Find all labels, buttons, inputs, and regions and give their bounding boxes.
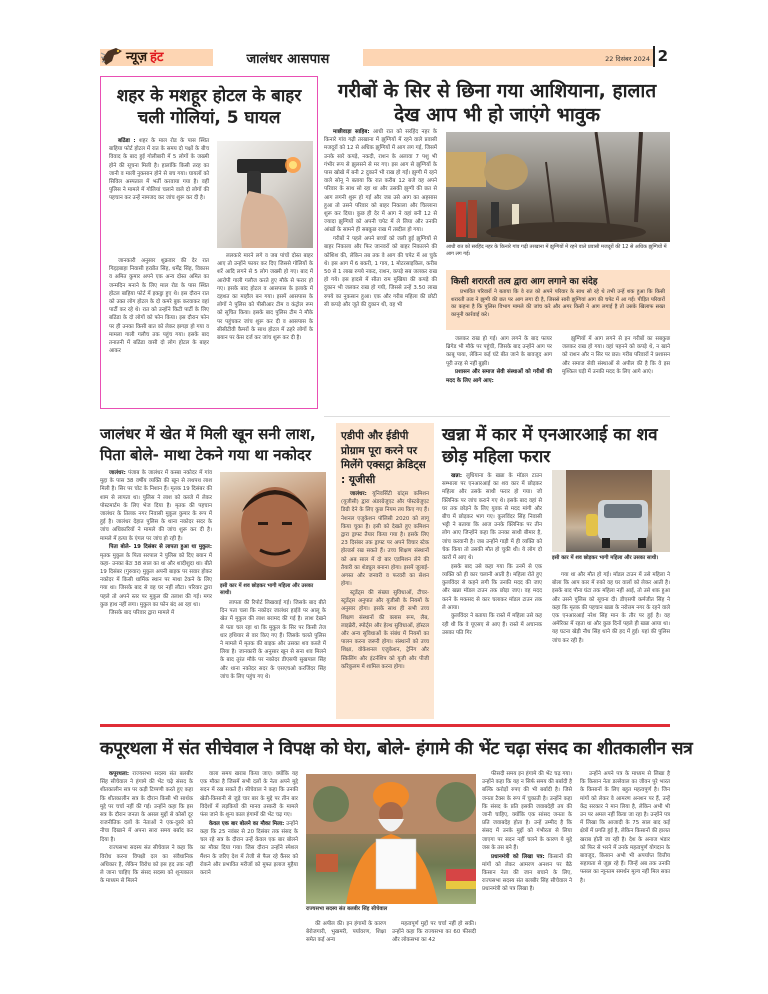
photo-caption: आधी रात को सरहिंद नहर के किनारे गांव गढ़ी तरखाना में झुग्गियों में रहने वाले प्रवासी मजदूरों की 12 से अधिक झुग्गियों में आग लग गई। xyxy=(446,244,667,257)
eagle-logo-icon xyxy=(100,45,124,67)
story-column: माछीवाड़ा साहिब: आधी रात को सरहिंद नहर के किनारे गांव गढ़ी तरखाना में झुग्गियों में रहने वाले प्रवासी मजदूरों को 12 से अधिक झुग्गियों में आग लग गई, जिसमें उनके सारे कपड़े, नकदी, राशन के अलावा 7 पशु भी गंभीर रूप से झुलसने से मर गए। इस आग से झुग्गियों के पास खोखे में बनी 2 दुकानें भी राख हो गईं। झुग्गी में रहने वाले सोनू ने बताया कि रात करीब 12 बजे वह अपने परिवार के साथ सो रहा था और उसकी झुग्गी की छत से आग लगनी शुरू हो गई और जब उसे आग का अहसास हुआ तो उसने परिवार को बाहर निकाला और चिल्लाना शुरू कर दिया। कुछ ही देर में आग ने वहां बनी 12 से ज्यादा झुग्गियों को अपनी चपेट में ले लिया और उनकी आंखों के सामने ही सबकुछ राख में तब्दील हो गया। गरीबों ने पहले अपने बच्चों को जली हुई झुग्गियों से बाहर निकाला और फिर जानवरों को बाहर निकालने की कोशिश की, लेकिन तब तक वे आग की चपेट में आ चुके थे। इस आग में 6 बकरी, 1 गाय, 1 मोटरसाइकिल, करीब 50 से 1 लाख रुपये नकद, राशन, कपड़े सब जलकर राख हो गये। इस हादसे में सीता राम मुखिया की कपड़े की दुकान भी जलकर राख हो गयी, जिससे उन्हें 3.50 लाख रुपये का नुकसान हुआ। एक और गरीब महिला की छोटी सी कपड़े और जूते की दुकान थी, वह भी xyxy=(324,129,437,308)
story-headline[interactable]: शहर के मशहूर होटल के बाहर चली गोलियां, 5 घायल xyxy=(116,86,302,128)
story-column: जालंधर: यूनिवर्सिटी ग्रांट्स कमिशन (यूजीसी) द्वारा अंडरग्रेजुएट और पोस्टग्रेजुएट डिग्री देने के लिए कुछ नियम तय किए गए हैं। नेशनल एजुकेशन पॉलिसी 2020 को लागू किया चुका है। इसी को देखते हुए कमिशन द्वारा ड्राफ्ट तैयार किया गया है। इसके लिए 23 दिसंबर तक ड्राफ्ट पर अपने विचार स्टेक होल्डर्स रख सकते हैं। उच्च शिक्षण संस्थानों को अब साल में दो बार एडमिशन लेने की तैयारी का शेड्यूल बनाना होगा। इसमें जुलाई- अगस्त और जनवरी व फरवरी का सेशन होगा। स्टूडेंट्स की संख्या सुविधाओं, टीचर-स्टूडेंट्स अनुपात और यूजीसी के नियमों के अनुसार होगा। इसके साथ ही सभी उच्च शिक्षण संस्थानों की क्लास रूम, लैब, लाइब्रेरी, स्पोर्ट्स और हेल्थ सुविधाओं, हॉस्टल और अन्य सुविधाओं के संबंध में नियमों का पालन करना जरूरी होगा। संस्थानों को उच्च शिक्षा, वोकेशनल एजुकेशन, ट्रेनिंग और स्किलिंग और इंटर्नशिप को यूजी और पीजी करिकुलम में शामिल करना होगा। xyxy=(341,491,429,670)
story-column: गया था और मौत हो गई। मॉडल टाउन में उसे महिला ने बोला कि आप कार में रुको वह घर वालों को लेकर आती है। इसके बाद पौना घंटा तक महिला नहीं आई, तो उसे शक हुआ और उसने पुलिस को सूचना दी। डीएसपी कर्मजीत सिंह ने कहा कि मृतक की पहचान खन्ना के नरोत्तम नगर के रहने वाले एक एनआरआई नरेश सिंह मान के तौर पर हुई है। वह अमेरिका में रहता था और कुछ दिनों पहले ही खन्ना आया था। यह घटना खेड़ी नौध सिंह थाने की हद में हुई। यहां की पुलिस जांच कर रही है। xyxy=(552,572,670,644)
story-column: झुग्गियों में आग लगने से इन गरीबों का सबकुछ जलकर राख हो गया। वहां पहनने को कपड़े थे, न खाने को राशन और न सिर पर छत। गरीब परिवारों ने प्रशासन और समाज सेवी संस्थाओं से अपील की है कि वे इस मुश्किल घड़ी में उनकी मदद के लिए आगे आएं। xyxy=(562,336,670,375)
burnt-huts-photo xyxy=(446,132,670,242)
photo-caption: राज्यसभा सदस्य संत बलबीर सिंह सीचेवाल xyxy=(306,906,388,912)
dateline: जालंधर: xyxy=(109,470,126,476)
page-number: 2 xyxy=(653,46,668,67)
story-column: लापता की रिपोर्ट लिखवाई गई। जिसके बाद बीते दिन पता चला कि नकोदर जालंधर हाईवे पर आलू के खेत में मुकुल की लाश बरामद की गई है। लाश देखने से पता चल रहा था कि मुकुल के सिर पर किसी तेज धार हथियार से वार किए गए हैं। जिसके चलते पुलिस ने मामले में मृतक की बाइक और उसका शव कब्जे में लिया है। जानकारी के अनुसार खून से सना शव मिलने के बाद तुरंत मौके पर नकोदर डीएसपी सुखपाल सिंह और थाना नकोदर सदर के एसएचओ करजिंदर सिंह जांच के लिए पहुंच गए थे। xyxy=(220,600,326,680)
story-column: वाला समय खराब किया जाए। क्योंकि यह एक मौका है जिसमें सभी दलों के नेता अपने मुद्दे सदन में रख सकते हैं। सीचेवाल ने कहा कि उनकी खेती-किसानी से जुड़े चार बार के मुद्दे पर तीन बार विदेशों में लड़कियों की मानव तस्करी के मामले फंस जाने के शून्य काल हंगामों की भेंट चढ़ गए। केवल एक बार बोलने का मौका मिला: उन्होंने कहा कि 25 नवंबर से 20 दिसंबर तक संसद के चल रहे सत्र के दौरान उन्हें केवल एक बार बोलने का मौका दिया गया। जिस दौरान उन्होंने स्पेशल मैंशन के जरिए देश में तेजी से फैल रहे कैंसर को रोकने और प्रभावित मरीजों को मुफ्त इलाज मुहैया कराने xyxy=(200,771,298,876)
masthead xyxy=(100,44,670,68)
newspaper-logo[interactable] xyxy=(100,44,164,68)
issue-date: 22 दिसंबर 2024 xyxy=(605,55,650,63)
section-divider xyxy=(100,724,670,727)
newspaper-page xyxy=(100,44,693,974)
photo-caption: इसी कार में शव छोड़कर भागी महिला और उसका साथी। xyxy=(220,583,314,596)
dateline: कपूरथला: xyxy=(109,771,130,777)
story-column: बठिंडा : शहर के माल रोड के पास स्थित बाहिया फोर्ट होटल में रात के समय दो पक्षों के बीच विवाद के बाद हुई गोलीबारी में 5 लोगों के जख्मी होने की सूचना मिली है। हालांकि किसी तरह का जानी व माली नुकसान होने से बच गया। घायलों को सिविल अस्पताल में भर्ती करवाया गया है। वहीं पुलिस ने मामले में गोलियां चलाने वाले दो लोगों की पहचान कर उन्हें नामजद कर जांच शुरू कर दी है। xyxy=(109,138,210,202)
story-column: महत्वपूर्ण मुद्दों पर चर्चा नहीं हो सकी। उन्होंने कहा कि राज्यसभा का 60 फीसदी और लोकसभा का 42 xyxy=(392,921,476,944)
photo-caption: इसी कार में शव छोड़कर भागी महिला और उसका साथी। xyxy=(552,555,659,561)
story-column: खन्ना: लुधियाना के खन्ना के मॉडल टाउन सम्भाला पर एनआरआई का शव कार में छोड़कर महिला और उसके साथी फरार हो गया। जो क्लिनिक पर जांच कराने गए थे। इसके बाद वहां से घर तक छोड़ने के लिए युवक से मदद मांगी और बीच में छोड़कर भाग गए। कुलविंदर सिंह निवासी भट्टी ने बताया कि आज उनके क्लिनिक पर तीन लोग आए जिन्होंने कहा कि उनका साथी बीमार है, जांच करवानी है। जब उन्होंने गाड़ी में ही व्यक्ति को चेक किया तो उसकी मौत हो चुकी थी। ये लोग दो कारों में आए थे। इसके बाद उसे कहा गया कि उनमें से एक व्यक्ति को ही कार चलानी आती है। महिला रोते हुए कुलविंदर से कहने लगी कि उनकी मदद की जाए और खन्ना मॉडल टाउन तक छोड़ा जाए। वह मदद करने के मकसद से कार चलाकर मॉडल टाउन तक ले आया। कुलविंदर ने बताया कि रास्ते में महिला उसे कह रही थी कि वे यूएसए से आए हैं। रास्ते में अचानक उसका पति गिर xyxy=(442,473,542,636)
story-column: कपूरथला: राज्यसभा सदस्य संत बलबीर सिंह सीचेवाल ने हंगामे की भेंट चढ़े संसद के शीतकालीन सत्र पर कड़ी टिप्पणी करते हुए कहा कि शीतकालीन सत्र के दौरान किसी भी सार्थक मुद्दे पर चर्चा नहीं की गई। उन्होंने कहा कि इस सत्र के दौरान जनता के असल मुद्दों से कोसों दूर राजनीतिक दलों के नेताओं ने एक-दूसरे को नीचा दिखाने में अपना सारा समय बर्बाद कर दिया है। राज्यसभा सदस्य संत सीचेवाल ने कहा कि विरोध करना विपक्षी दल का संवैधानिक अधिकार है, लेकिन विरोध को इस हद तक नहीं ले जाना चाहिए कि संसद सदस्य को शून्यकाल के माध्यम से मिलने xyxy=(100,771,193,885)
story-headline[interactable]: एडीपी और ईडीपी प्रोग्राम पूरा करने पर मिलेंगे एक्सट्रा क्रेडिट्स : यूजीसी xyxy=(341,430,426,486)
subhead: पिता बोले- 19 दिसंबर से लापता हुआ था मुकुल: xyxy=(109,544,212,551)
dateline: बठिंडा : xyxy=(118,138,136,144)
story-column: जानकारी अनुसार शुक्रवार की देर रात गिद्दड़बाहा निवासी हरप्रीत सिंह, धर्मेंद्र सिंह, विकास व अमित कुमार अपने एक अन्य दोस्त अमित का जन्मदिन मनाने के लिए माल रोड के पास स्थित होटल बाहिया फोर्ट में इकट्ठा हुए थे। इस दौरान रात को उक्त लोग होटल के दो कमरे बुक करवाकर वहां पार्टी कर रहे थे। रात को उन्होंने किटी पार्टी के लिए बठिंडा के दो लोगों को फोन किया। इस दौरान फोन पर ही उनका किसी बात को लेकर झगड़ा हो गया व मामला गाली गलौच तक पहुंच गया। इसके बाद तनातनी में बठिंडा वासी दो लोग होटल के बाहर आकर xyxy=(109,258,209,355)
victim-portrait-photo xyxy=(220,472,326,580)
box-heading: किसी शरारती तत्व द्वारा आग लगाने का संदेह xyxy=(451,277,598,287)
dateline: माछीवाड़ा साहिब: xyxy=(333,129,370,135)
story-headline[interactable]: खन्ना में कार में एनआरआई का शव छोड़ महिला फरार xyxy=(442,425,658,467)
story-column: उन्होंने अपने पत्र के माध्यम से लिखा है कि किसान नेता डल्लेवाल का जीवन पूरे भारत के किसानों के लिए बहुत महत्वपूर्ण है। जिन मांगों को लेकर वे आमरण अनशन पर हैं, उन्हें केंद्र सरकार ने मान लिया है, लेकिन अभी भी उन पर अमल नहीं किया जा रहा है। उन्होंने पत्र में लिखा कि आजादी के 75 साल बाद कई क्षेत्रों में प्रगति हुई है, लेकिन किसानों की हालत खराब होती जा रही है। देश के अनाज भंडार को फिर से भरने में उनके महत्वपूर्ण योगदान के बावजूद, किसान अभी भी अपर्याप्त वित्तीय सहायता से जूझ रहे हैं। जिन्हें अब तक उनकी फसल का न्यूनतम समर्थन मूल्य नहीं मिल सका है। xyxy=(580,771,670,884)
story-hotel-shooting xyxy=(100,76,318,409)
section-title: जालंधर आसपास xyxy=(246,52,330,67)
dateline: खन्ना: xyxy=(451,473,463,479)
sidebar-box: किसी शरारती तत्व द्वारा आग लगाने का संदेह प्रभावित परिवारों ने बताया कि वे रात को अपने परिवार के साथ सो रहे थे तभी उन्हें शक हुआ कि किसी शरारती तत्व ने झुग्गी की छत पर आग लगा दी है, जिससे सारी झुग्गियां आग की चपेट में आ गईं। पीड़ित परिवारों का कहना है कि पुलिस विभाग मामले की जांच करे और अगर किसी ने आग लगाई है तो उसके खिलाफ सख्त कानूनी कार्रवाई करे। xyxy=(446,270,670,330)
story-headline[interactable]: जालंधर में खेत में मिली खून सनी लाश, पिता बोले- माथा टेकने गया था नकोदर xyxy=(100,425,316,464)
story-ugc-credits xyxy=(336,423,434,719)
seechewal-with-letter-photo xyxy=(306,774,476,904)
subhead: केवल एक बार बोलने का मौका मिला: xyxy=(209,820,285,827)
gun-firing-photo xyxy=(217,141,313,248)
subhead: प्रधानमंत्री को लिखा पत्र: xyxy=(491,853,545,860)
story-column: जालंधर: पंजाब के जालंधर में कस्बा नकोदर में गांव मुद्दा के पास 38 वर्षीय व्यक्ति की खून से लथपथ लाश मिली है। सिर पर चोट के निशान हैं। मृतक 19 दिसंबर की शाम से लापता था। पुलिस ने लाश को कब्जे में लेकर पोस्टमार्टम के लिए भेज दिया है। मृतक की पहचान जालंधर के तिलक नगर निवासी मुकुल कुमार के रूप में हुई है। जालंधर देहात पुलिस के थाना नकोदर सदर के जांच अधिकारियों ने मामले की जांच शुरू कर दी है। मामले में हत्या के एंगल पर जांच हो रही है। पिता बोले- 19 दिसंबर से लापता हुआ था मुकुल: मृतक मुकुल के पिता सरपाल ने पुलिस को दिए बयान में कहा- उनका बेटा 38 साल का था और शादीशुदा था। बीते 19 दिसंबर (गुरुवार) मुकुल अपनी बाइक पर सवार होकर नकोदर में किसी धार्मिक स्थान पर माथा टेकने के लिए गया था। जिसके बाद से वह घर नहीं लौटा। परिवार द्वारा पहले तो अपने स्तर पर मुकुल की तलाश की गई। मगर कुछ हाथ नहीं लगा। मुकुल का फोन बंद आ रहा था। जिसके बाद परिवार द्वारा मामले में xyxy=(100,470,212,617)
divider xyxy=(324,416,670,417)
story-headline[interactable]: कपूरथला में संत सीचेवाल ने विपक्ष को घेरा, बोले- हंगामे की भेंट चढ़ा संसद का शीतकालीन सत्र xyxy=(100,739,693,759)
story-column: की अपील की। इन हंगामों के कारण बेरोजगारी, भुखमरी, पर्यावरण, शिक्षा समेत कई अन्य xyxy=(306,921,386,944)
car-in-garage-photo xyxy=(552,470,670,552)
subhead: प्रशासन और समाज सेवी संस्थाओं को गरीबों की मदद के लिए आगे आए: xyxy=(446,369,552,384)
logo-text: न्यूज़ हंट xyxy=(126,50,164,65)
dateline: जालंधर: xyxy=(350,491,367,497)
story-column: ललकारे मारने लगे व जब पांचों दोस्त बाहर आए तो उन्होंने फायर कर दिए जिससे गोलियों के शर्रे आदि लगने से 5 लोग जख्मी हो गए। बाद में आरोपी गाली गलौज करते हुए मौके से फरार हो गए। इसके बाद होटल व आसपास के इलाके में दहशत का माहौल बन गया। इसमें आसपास के लोगों ने पुलिस को पीसीआर टीम व कंट्रोल रूम को सूचित किया। इसके बाद पुलिस टीम ने मौके पर पहुंचकर जांच शुरू कर दी व आसपास के सीसीटीवी कैमरों के साथ होटल में ठहरे लोगों के बयान पर केस दर्ज कर जांच शुरू कर दी है। xyxy=(217,253,313,342)
story-column: जलकर राख हो गई। आग लगने के बाद फायर ब्रिगेड भी मौके पर पहुंची, जिसके बाद उन्होंने आग पर काबू पाया, लेकिन कई घंटे बीत जाने के बावजूद आग पूरी तरह से नहीं बुझी। प्रशासन और समाज सेवी संस्थाओं को गरीबों की मदद के लिए आगे आए: xyxy=(446,336,552,384)
story-headline[interactable]: गरीबों के सिर से छिना गया आशियाना, हालात देख आप भी हो जाएंगे भावुक xyxy=(337,80,657,126)
story-column: फीसदी समय इन हंगामे की भेंट चढ़ गया। उन्होंने कहा कि यह न सिर्फ समय की बर्बादी है बल्कि करोड़ों रुपए की भी बर्बादी है। जिसे जनता टैक्स के रूप में चुकाती है। उन्होंने कहा कि संसद के प्रति इसकी जवाबदेही तय की जानी चाहिए, क्योंकि एक सांसद जनता के प्रति जवाबदेह होता है। उन्हें उम्मीद है कि संसद में उनके मुद्दों को गंभीरता से लिया जाएगा पर सदन नहीं चलने के कारण ये मुद्दे जस के तस बने हैं। प्रधानमंत्री को लिखा पत्र: किसानों की मांगों को लेकर आमरण अनशन पर बैठे किसान नेता की जान बचाने के लिए, राज्यसभा सदस्य संत बलबीर सिंह सीचेवाल ने प्रधानमंत्री को पत्र लिखा है। xyxy=(482,771,573,893)
